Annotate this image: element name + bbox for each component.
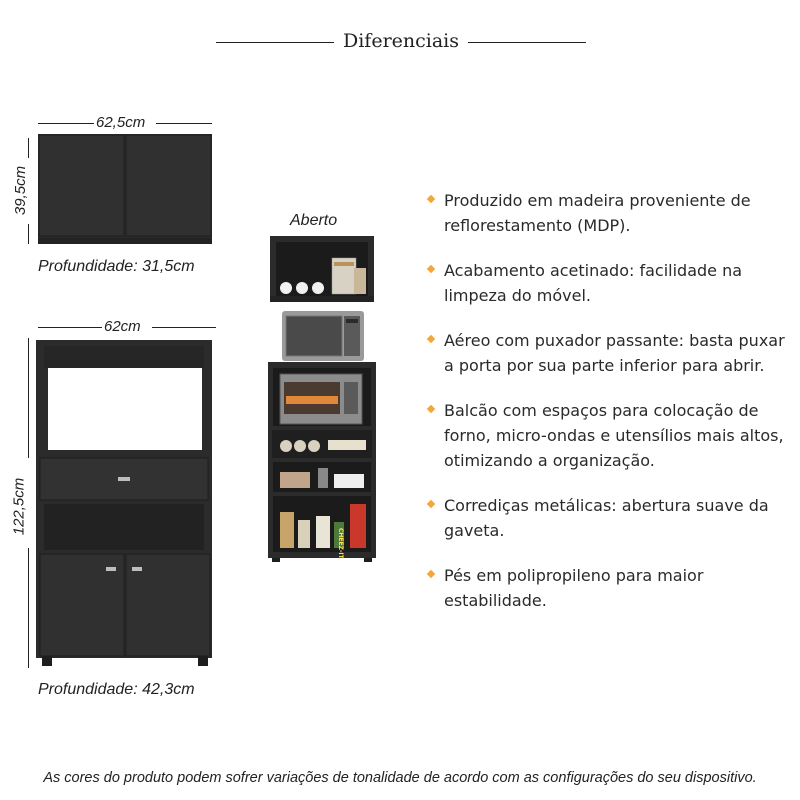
height-line-top [28, 138, 29, 158]
list-item: Produzido em madeira proveniente de reflorestamento (MDP). [428, 188, 788, 238]
page-title: Diferenciais [337, 30, 465, 52]
list-item: Pés em polipropileno para maior estabilidade. [428, 563, 788, 613]
diamond-bullet-icon [427, 265, 435, 273]
section-header [216, 30, 586, 56]
open-wall-cabinet [270, 236, 376, 304]
diamond-bullet-icon [427, 195, 435, 203]
top-cabinet-width: 62,5cm [96, 114, 146, 131]
open-view-label: Aberto [290, 212, 338, 229]
bottom-cabinet-depth: Profundidade: 42,3cm [38, 681, 195, 698]
width-line-left [38, 327, 102, 328]
list-item: Acabamento acetinado: facilidade na limpeza do móvel. [428, 258, 788, 308]
height-line-bottom [28, 548, 29, 668]
base-cabinet-drawing [36, 340, 216, 670]
box-label: CHEEZ-IT [337, 528, 344, 559]
list-item: Corrediças metálicas: abertura suave da gaveta. [428, 493, 788, 543]
diamond-bullet-icon [427, 405, 435, 413]
width-line-right [152, 327, 216, 328]
top-cabinet-depth: Profundidade: 31,5cm [38, 258, 195, 275]
top-cabinet-height: 39,5cm [12, 165, 30, 216]
microwave [282, 311, 366, 363]
color-disclaimer: As cores do produto podem sofrer variações de tonalidade de acordo com as configurações do seu dispositivo. [43, 770, 757, 786]
bottom-cabinet-width: 62cm [104, 318, 141, 335]
diamond-bullet-icon [427, 500, 435, 508]
features-list [428, 188, 788, 633]
diamond-bullet-icon [427, 570, 435, 578]
list-item: Aéreo com puxador passante: basta puxar a porta por sua parte inferior para abrir. [428, 328, 788, 378]
height-line-bottom [28, 224, 29, 244]
bottom-cabinet-height: 122,5cm [10, 477, 28, 536]
diamond-bullet-icon [427, 335, 435, 343]
list-item: Balcão com espaços para colocação de forno, micro-ondas e utensílios mais altos, otimizando a organização. [428, 398, 788, 473]
open-base-cabinet [268, 362, 378, 562]
wall-cabinet-drawing [38, 134, 214, 246]
width-line-left [38, 123, 94, 124]
width-line-right [156, 123, 212, 124]
height-line-top [28, 338, 29, 458]
